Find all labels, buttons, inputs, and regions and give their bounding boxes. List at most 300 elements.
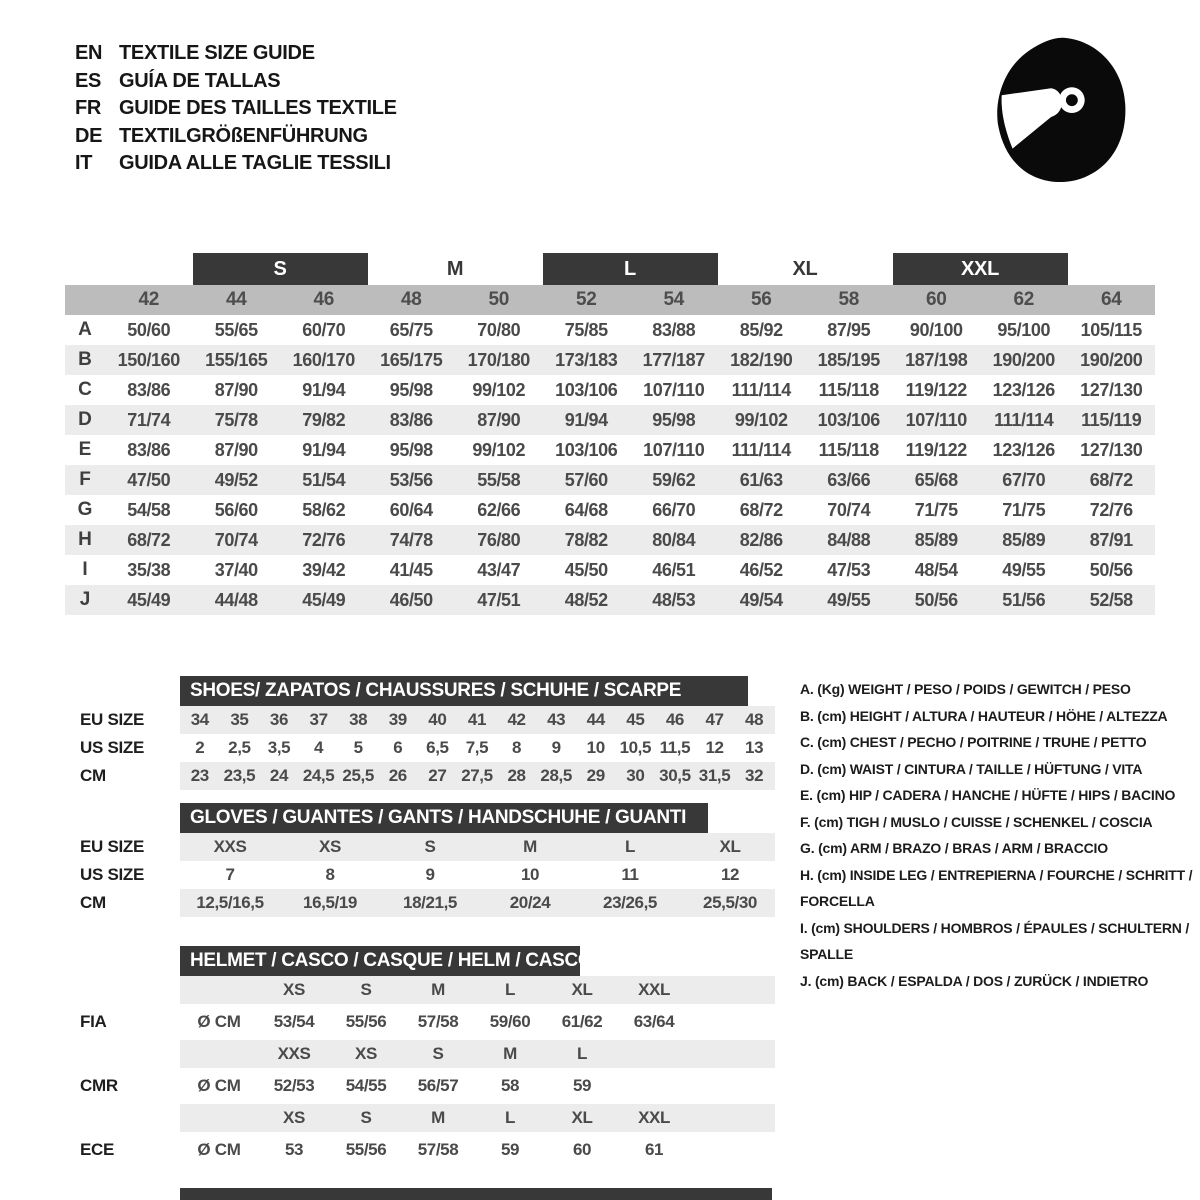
helmet-size-value: XL [571, 1108, 593, 1127]
measure-value: 68/72 [127, 529, 171, 550]
measure-value: 119/122 [905, 439, 967, 460]
helmet-rows [80, 976, 775, 1168]
size-value: 2 [195, 738, 205, 757]
measure-value: 83/86 [127, 439, 171, 460]
measure-value: 37/40 [214, 559, 258, 580]
language-row [75, 150, 397, 178]
visor-pivot-dot [1066, 94, 1078, 106]
measure-row-c [65, 375, 1155, 405]
measure-value: 61/63 [739, 469, 783, 490]
size-value: 11,5 [659, 738, 691, 757]
measure-value: 87/90 [477, 409, 521, 430]
size-value: 12,5/16,5 [196, 893, 264, 912]
measure-value: 57/60 [564, 469, 608, 490]
numeric-size: 56 [750, 289, 772, 310]
helmet-sizes-row [80, 1040, 775, 1068]
size-value: 13 [745, 738, 764, 757]
shoes-row [80, 762, 775, 790]
measure-value: 83/86 [389, 409, 433, 430]
row-letter: A [78, 319, 92, 340]
size-value: 8 [325, 865, 335, 884]
measure-value: 59/62 [652, 469, 696, 490]
size-value: 8 [512, 738, 522, 757]
size-value: 10 [520, 865, 540, 884]
size-value: 28,5 [540, 766, 572, 785]
measure-value: 41/45 [389, 559, 433, 580]
legend-item: H. (cm) INSIDE LEG / ENTREPIERNA / FOURCHE / SCHRITT / FORCELLA [800, 866, 1193, 909]
row-letter: F [79, 469, 91, 490]
measure-value: 72/76 [1089, 499, 1133, 520]
measure-value: 91/94 [302, 439, 346, 460]
measure-value: 79/82 [302, 409, 346, 430]
size-value: XL [719, 837, 741, 856]
gloves-section [80, 803, 775, 917]
size-value: 27 [428, 766, 447, 785]
row-letter: B [78, 349, 92, 370]
size-value: 10,5 [619, 738, 652, 757]
legend-item: C. (cm) CHEST / PECHO / POITRINE / TRUHE / PETTO [800, 734, 1147, 750]
measure-value: 67/70 [1002, 469, 1046, 490]
language-row [75, 40, 397, 68]
measure-value: 150/160 [117, 349, 180, 370]
shoes-section-header: SHOES/ ZAPATOS / CHAUSSURES / SCHUHE / SCARPE [180, 676, 748, 706]
size-value: 35 [230, 710, 249, 729]
size-value: XXS [213, 837, 247, 856]
measure-value: 50/60 [127, 319, 171, 340]
measure-value: 45/49 [127, 589, 171, 610]
size-value: 5 [353, 738, 363, 757]
size-value: 23 [190, 766, 209, 785]
helmet-size-value: 58 [500, 1076, 520, 1095]
measure-value: 43/47 [477, 559, 521, 580]
measure-row-j [65, 585, 1155, 615]
size-value: 32 [745, 766, 764, 785]
shoes-rows [80, 706, 775, 790]
size-value: 25,5 [342, 766, 374, 785]
measure-value: 53/56 [389, 469, 433, 490]
measure-row-b [65, 345, 1155, 375]
measure-value: 68/72 [739, 499, 783, 520]
language-code: DE [75, 124, 103, 147]
legend-item: F. (cm) TIGH / MUSLO / CUISSE / SCHENKEL / COSCIA [800, 813, 1153, 830]
numeric-size: 64 [1100, 289, 1122, 310]
measure-value: 71/74 [127, 409, 171, 430]
size-label-xl: XL [792, 257, 818, 280]
size-value: 26 [388, 766, 407, 785]
size-value: 9 [551, 738, 561, 757]
measure-value: 155/165 [205, 349, 268, 370]
measure-value: 177/187 [642, 349, 705, 370]
helmet-size-value: 63/64 [633, 1012, 675, 1031]
row-label: CM [80, 766, 106, 785]
shoes-row [80, 706, 775, 734]
measure-value: 65/75 [389, 319, 433, 340]
measure-value: 70/74 [827, 499, 871, 520]
measure-row-d [65, 405, 1155, 435]
measure-value: 50/56 [914, 589, 958, 610]
helmet-size-value: M [431, 980, 445, 999]
racing-helmet-icon [976, 28, 1144, 196]
measure-value: 70/80 [477, 319, 521, 340]
measure-value: 91/94 [302, 379, 346, 400]
measure-value: 85/89 [914, 529, 958, 550]
row-label: ECE [80, 1140, 115, 1159]
measure-value: 95/98 [652, 409, 696, 430]
size-value: XS [319, 837, 341, 856]
row-label: US SIZE [80, 865, 145, 884]
size-value: 40 [428, 710, 447, 729]
size-value: 38 [349, 710, 368, 729]
size-value: 30 [626, 766, 645, 785]
measure-value: 49/52 [214, 469, 258, 490]
legend-item: E. (cm) HIP / CADERA / HANCHE / HÜFTE / HIPS / BACINO [800, 787, 1176, 803]
size-label-s: S [193, 253, 368, 285]
helmet-size-value: 61 [644, 1140, 664, 1159]
diameter-unit: Ø CM [197, 1012, 241, 1031]
numeric-size: 58 [838, 289, 860, 310]
measure-value: 63/66 [827, 469, 871, 490]
measure-row-f [65, 465, 1155, 495]
helmet-standard-row-cmr [80, 1068, 775, 1104]
size-value: 12 [720, 865, 740, 884]
measure-value: 111/114 [731, 439, 791, 460]
row-letter: I [82, 559, 88, 580]
size-value: 27,5 [461, 766, 493, 785]
size-value: M [523, 837, 537, 856]
numeric-size: 62 [1013, 289, 1035, 310]
measure-value: 62/66 [477, 499, 521, 520]
legend-item: J. (cm) BACK / ESPALDA / DOS / ZURÜCK / INDIETRO [800, 972, 1149, 989]
cropped-next-section-bar [180, 1188, 772, 1200]
helmet-size-value: 60 [572, 1140, 592, 1159]
size-value: 10 [586, 738, 605, 757]
measure-value: 90/100 [909, 319, 963, 340]
measure-row-h [65, 525, 1155, 555]
legend-item: A. (Kg) WEIGHT / PESO / POIDS / GEWITCH / PESO [800, 681, 1131, 697]
diameter-unit: Ø CM [197, 1076, 241, 1095]
helmet-standard-row-fia [80, 1004, 775, 1040]
row-letter: D [78, 409, 92, 430]
numeric-size: 60 [925, 289, 947, 310]
measure-value: 64/68 [564, 499, 608, 520]
helmet-size-value: XS [355, 1044, 377, 1063]
measure-value: 48/53 [652, 589, 696, 610]
size-value: 24 [269, 766, 289, 785]
measure-value: 95/100 [997, 319, 1051, 340]
measure-value: 50/56 [1089, 559, 1133, 580]
helmet-size-value: L [505, 1108, 515, 1127]
helmet-standard-row-ece [80, 1132, 775, 1168]
legend-item: B. (cm) HEIGHT / ALTURA / HAUTEUR / HÖHE / ALTEZZA [800, 707, 1168, 724]
measure-value: 115/118 [818, 379, 879, 400]
measure-value: 46/52 [739, 559, 783, 580]
numeric-size: 46 [313, 289, 335, 310]
helmet-size-value: M [431, 1108, 445, 1127]
measure-value: 45/50 [564, 559, 608, 580]
measure-row-g [65, 495, 1155, 525]
measure-value: 51/56 [1002, 589, 1046, 610]
measure-value: 49/55 [827, 589, 871, 610]
measure-row-e [65, 435, 1155, 465]
measure-value: 75/78 [214, 409, 258, 430]
numeric-size: 48 [400, 289, 422, 310]
measure-value: 127/130 [1080, 439, 1143, 460]
size-value: 6 [393, 738, 403, 757]
helmet-sizes-row [80, 976, 775, 1004]
textile-size-table [65, 253, 1155, 615]
measure-value: 75/85 [564, 319, 608, 340]
measure-value: 71/75 [914, 499, 958, 520]
measure-value: 123/126 [992, 379, 1055, 400]
measure-value: 99/102 [472, 439, 526, 460]
helmet-size-value: 55/56 [345, 1012, 387, 1031]
helmet-size-value: XXS [277, 1044, 311, 1063]
measure-value: 46/50 [389, 589, 433, 610]
measure-value: 115/118 [818, 439, 879, 460]
numeric-size: 50 [488, 289, 510, 310]
measure-value: 127/130 [1080, 379, 1143, 400]
size-label-m: M [446, 257, 464, 280]
size-value: 29 [586, 766, 605, 785]
measure-value: 95/98 [389, 379, 433, 400]
measure-value: 87/90 [214, 379, 258, 400]
measure-value: 47/53 [827, 559, 871, 580]
measure-value: 99/102 [472, 379, 526, 400]
measure-value: 165/175 [380, 349, 443, 370]
size-label-l: L [543, 253, 718, 285]
helmet-size-value: 59 [572, 1076, 592, 1095]
measure-value: 60/70 [302, 319, 346, 340]
measure-value: 74/78 [389, 529, 433, 550]
helmet-size-value: 53/54 [273, 1012, 315, 1031]
helmet-size-value: 56/57 [417, 1076, 459, 1095]
measure-value: 49/55 [1002, 559, 1046, 580]
shoes-row [80, 734, 775, 762]
size-value: 23,5 [223, 766, 256, 785]
measure-value: 190/200 [992, 349, 1055, 370]
size-value: 47 [705, 710, 724, 729]
helmet-size-value: XXL [638, 980, 670, 999]
helmet-size-value: 59 [500, 1140, 520, 1159]
measure-value: 84/88 [827, 529, 871, 550]
numeric-size-band [65, 285, 1155, 315]
size-value: 24,5 [302, 766, 335, 785]
language-code: EN [75, 42, 103, 65]
measure-value: 82/86 [739, 529, 783, 550]
language-header [75, 40, 397, 178]
size-value: 3,5 [267, 738, 291, 757]
measure-value: 54/58 [127, 499, 171, 520]
measure-value: 35/38 [127, 559, 171, 580]
measure-value: 99/102 [734, 409, 788, 430]
legend-item: G. (cm) ARM / BRAZO / BRAS / ARM / BRACCIO [800, 840, 1108, 856]
size-value: 6,5 [426, 738, 449, 757]
measure-value: 72/76 [302, 529, 346, 550]
language-code: FR [75, 97, 102, 120]
measure-value: 87/90 [214, 439, 258, 460]
language-row [75, 95, 397, 123]
gloves-rows [80, 833, 775, 917]
measure-value: 173/183 [555, 349, 618, 370]
size-value: 28 [507, 766, 526, 785]
size-value: 7,5 [465, 738, 489, 757]
measure-value: 123/126 [992, 439, 1055, 460]
size-label-xxl: XXL [893, 253, 1068, 285]
measure-value: 182/190 [730, 349, 793, 370]
size-value: 7 [225, 865, 235, 884]
measure-value: 70/74 [214, 529, 258, 550]
measure-value: 91/94 [564, 409, 608, 430]
language-title: GUIDA ALLE TAGLIE TESSILI [119, 152, 391, 175]
size-value: 42 [507, 710, 526, 729]
size-value: 46 [665, 710, 684, 729]
measurement-rows [65, 315, 1155, 615]
measure-value: 115/119 [1081, 409, 1142, 430]
helmet-size-value: 55/56 [345, 1140, 387, 1159]
size-value: 41 [467, 710, 486, 729]
measure-row-i [65, 555, 1155, 585]
size-value: 2,5 [228, 738, 251, 757]
measure-value: 87/95 [827, 319, 871, 340]
language-title: TEXTILGRÖßENFÜHRUNG [119, 124, 368, 147]
numeric-size: 54 [663, 289, 685, 310]
measure-value: 56/60 [214, 499, 258, 520]
measure-value: 46/51 [652, 559, 696, 580]
size-value: 16,5/19 [303, 893, 357, 912]
helmet-size-value: 54/55 [345, 1076, 387, 1095]
row-letter: G [77, 499, 93, 520]
row-letter: H [78, 529, 92, 550]
helmet-size-value: 57/58 [417, 1140, 459, 1159]
measure-value: 85/92 [739, 319, 783, 340]
measure-value: 107/110 [905, 409, 967, 430]
legend-item: D. (cm) WAIST / CINTURA / TAILLE / HÜFTUNG / VITA [800, 760, 1143, 777]
helmet-size-value: XS [283, 1108, 305, 1127]
language-title: GUÍA DE TALLAS [119, 69, 281, 92]
language-code: ES [75, 69, 102, 92]
row-letter: E [78, 439, 92, 460]
size-value: 37 [309, 710, 328, 729]
helmet-size-value: S [432, 1044, 444, 1063]
numeric-size: 52 [575, 289, 597, 310]
size-value: 18/21,5 [403, 893, 457, 912]
helmet-size-value: S [360, 980, 372, 999]
measure-value: 87/91 [1089, 529, 1133, 550]
measure-value: 103/106 [555, 439, 618, 460]
measure-value: 58/62 [302, 499, 346, 520]
measure-value: 60/64 [389, 499, 433, 520]
helmet-sizes-row [80, 1104, 775, 1132]
measure-value: 71/75 [1002, 499, 1046, 520]
row-label: CM [80, 893, 106, 912]
measure-value: 80/84 [652, 529, 696, 550]
size-value: 23/26,5 [603, 893, 657, 912]
measure-value: 52/58 [1089, 589, 1133, 610]
measure-value: 48/52 [564, 589, 608, 610]
measure-value: 107/110 [643, 439, 705, 460]
row-label: EU SIZE [80, 837, 145, 856]
measure-value: 49/54 [739, 589, 783, 610]
size-value: 12 [705, 738, 724, 757]
measure-value: 51/54 [302, 469, 346, 490]
size-value: 36 [269, 710, 289, 729]
language-row [75, 68, 397, 96]
language-row [75, 123, 397, 151]
size-value: 11 [621, 865, 639, 884]
row-label: FIA [80, 1012, 107, 1031]
size-value: 48 [745, 710, 764, 729]
measure-value: 78/82 [564, 529, 608, 550]
helmet-size-value: 57/58 [417, 1012, 459, 1031]
measure-row-a [65, 315, 1155, 345]
language-code: IT [75, 152, 93, 175]
measure-value: 119/122 [905, 379, 967, 400]
helmet-size-value: L [505, 980, 515, 999]
language-title: TEXTILE SIZE GUIDE [119, 42, 315, 65]
helmet-size-value: XXL [638, 1108, 670, 1127]
size-value: 25,5/30 [703, 893, 757, 912]
size-value: 45 [626, 710, 645, 729]
helmet-size-value: 52/53 [273, 1076, 315, 1095]
size-value: 31,5 [698, 766, 731, 785]
measurement-legend [800, 676, 1200, 994]
measure-value: 76/80 [477, 529, 521, 550]
helmet-size-value: L [577, 1044, 587, 1063]
diameter-unit: Ø CM [197, 1140, 241, 1159]
size-value: 44 [586, 710, 605, 729]
size-value: S [424, 837, 436, 856]
helmet-size-value: 59/60 [489, 1012, 531, 1031]
measure-value: 95/98 [389, 439, 433, 460]
row-label: CMR [80, 1076, 118, 1095]
size-value: 30,5 [659, 766, 691, 785]
measure-value: 66/70 [652, 499, 696, 520]
helmet-size-value: 53 [284, 1140, 304, 1159]
helmet-size-value: 61/62 [561, 1012, 603, 1031]
helmet-size-value: M [503, 1044, 517, 1063]
measure-value: 185/195 [817, 349, 880, 370]
measure-value: 83/88 [652, 319, 696, 340]
size-labels-row [65, 253, 1155, 285]
helmet-size-value: XS [283, 980, 305, 999]
measure-value: 55/58 [477, 469, 521, 490]
measure-value: 55/65 [214, 319, 258, 340]
measure-value: 45/49 [302, 589, 346, 610]
measure-value: 111/114 [731, 379, 791, 400]
measure-value: 48/54 [914, 559, 958, 580]
numeric-size: 44 [225, 289, 247, 310]
row-label: US SIZE [80, 738, 145, 757]
gloves-row [80, 833, 775, 861]
helmet-section [80, 946, 775, 1168]
legend-item: I. (cm) SHOULDERS / HOMBROS / ÉPAULES / SCHULTERN / SPALLE [800, 919, 1190, 962]
measure-value: 44/48 [214, 589, 258, 610]
row-letter: J [79, 589, 91, 610]
numeric-size: 42 [138, 289, 160, 310]
size-value: 34 [190, 710, 209, 729]
measure-value: 68/72 [1089, 469, 1133, 490]
measure-value: 85/89 [1002, 529, 1046, 550]
gloves-row [80, 889, 775, 917]
size-value: 39 [388, 710, 407, 729]
size-value: 43 [547, 710, 566, 729]
measure-value: 187/198 [905, 349, 968, 370]
measure-value: 170/180 [467, 349, 530, 370]
helmet-section-header: HELMET / CASCO / CASQUE / HELM / CASCO [180, 946, 580, 976]
measure-value: 190/200 [1080, 349, 1143, 370]
measure-value: 103/106 [555, 379, 618, 400]
size-value: L [625, 837, 635, 856]
